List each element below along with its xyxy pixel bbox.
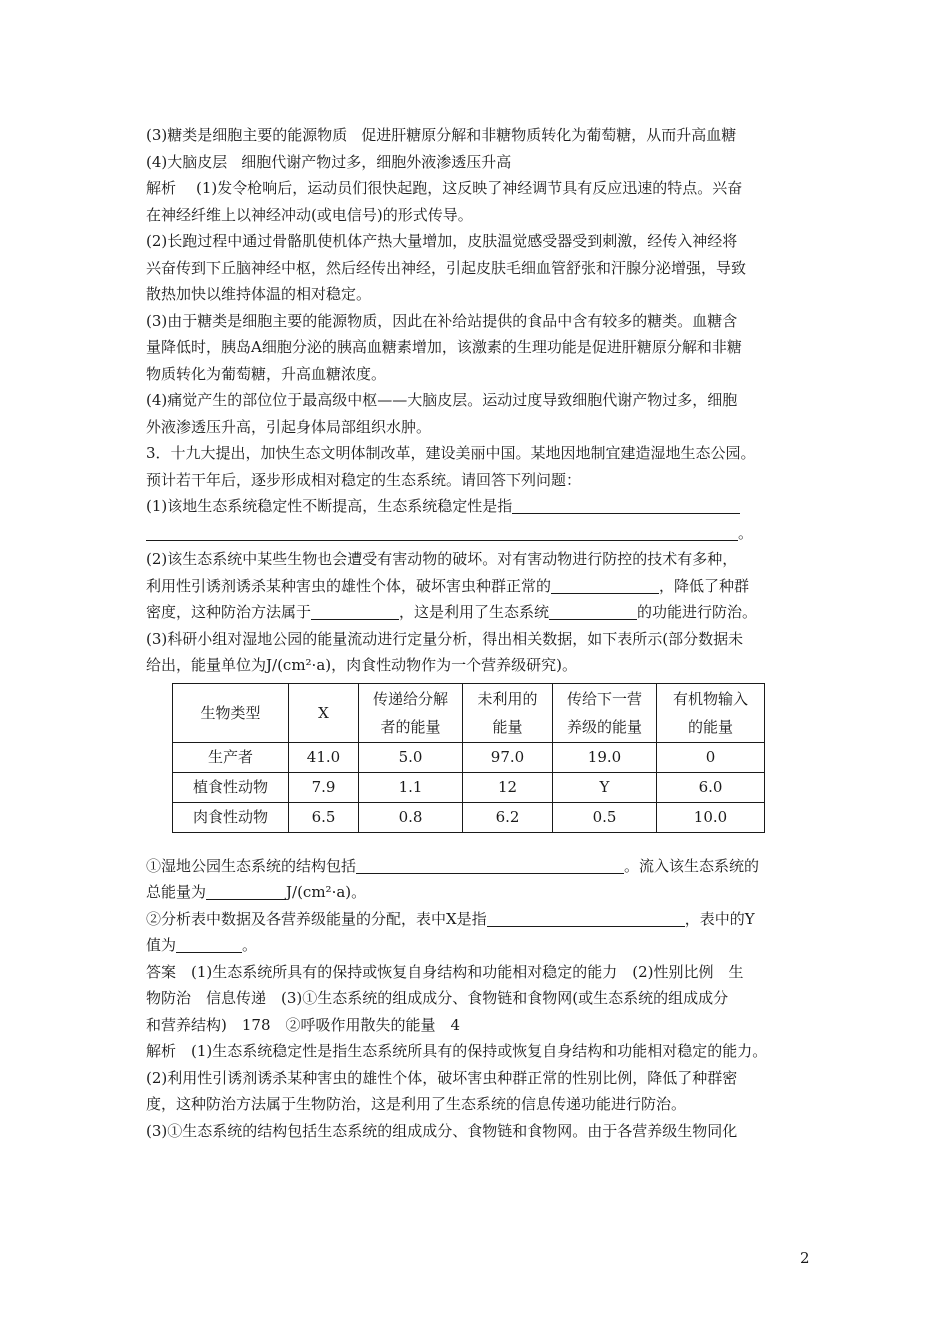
table-cell: 6.5 <box>289 802 359 832</box>
table-cell: 10.0 <box>657 802 765 832</box>
answer-blank <box>206 883 286 900</box>
energy-flow-table <box>172 683 765 833</box>
text-line: (4)痛觉产生的部位位于最高级中枢——大脑皮层。运动过度导致细胞代谢产物过多，细胞 <box>146 391 738 409</box>
table-cell: 6.2 <box>463 802 553 832</box>
answer-blank <box>487 910 685 927</box>
text-line: 给出，能量单位为J/(cm²·a)，肉食性动物作为一个营养级研究)。 <box>146 656 577 674</box>
table-cell: 0 <box>657 742 765 772</box>
answer-blank <box>176 936 242 953</box>
text-line: 散热加快以维持体温的相对稳定。 <box>146 285 372 303</box>
answer-blank <box>146 524 738 541</box>
page-number: 2 <box>800 1249 810 1267</box>
text-line: ②分析表中数据及各营养级能量的分配，表中X是指 ，表中的Y <box>146 909 755 928</box>
table-cell: 5.0 <box>359 742 463 772</box>
text-line: 度，这种防治方法属于生物防治，这是利用了生态系统的信息传递功能进行防治。 <box>146 1095 687 1113</box>
table-cell: 12 <box>463 772 553 802</box>
text-line: 总能量为 J/(cm²·a)。 <box>146 883 367 901</box>
table-header: 未利用的 能量 <box>463 683 553 742</box>
answer-blank <box>549 603 637 620</box>
document-page <box>146 122 816 1144</box>
table-row <box>173 742 765 772</box>
table-header: 传给下一营 养级的能量 <box>553 683 657 742</box>
text-line: (3)科研小组对湿地公园的能量流动进行定量分析，得出相关数据，如下表所示(部分数据未 <box>146 629 744 648</box>
answer-line: 答案 (1)生态系统所具有的保持或恢复自身结构和功能相对稳定的能力 (2)性别比例 生 <box>146 962 744 981</box>
text-line: 在神经纤维上以神经冲动(或电信号)的形式传导。 <box>146 205 473 224</box>
table-cell: 41.0 <box>289 742 359 772</box>
answer-blank <box>551 577 659 594</box>
table-cell: 生产者 <box>173 742 289 772</box>
text-line: (2)长跑过程中通过骨骼肌使机体产热大量增加，皮肤温觉感受器受到刺激，经传入神经将 <box>146 232 738 250</box>
text-line: 。 <box>146 520 816 547</box>
text-line: 解析 (1)发令枪响后，运动员们很快起跑，这反映了神经调节具有反应迅速的特点。兴奋 <box>146 179 743 197</box>
text-line: 预计若干年后，逐步形成相对稳定的生态系统。请回答下列问题： <box>146 470 582 489</box>
text-line: 外液渗透压升高，引起身体局部组织水肿。 <box>146 417 432 436</box>
text-line: (3)由于糖类是细胞主要的能源物质，因此在补给站提供的食品中含有较多的糖类。血糖含 <box>146 311 738 330</box>
table-header-row <box>173 683 765 742</box>
table-header: 有机物输入 的能量 <box>657 683 765 742</box>
answer-blank <box>311 603 399 620</box>
table-cell: Y <box>553 772 657 802</box>
text-line: 密度，这种防治方法属于 ，这是利用了生态系统 的功能进行防治。 <box>146 603 758 621</box>
table-cell: 97.0 <box>463 742 553 772</box>
text-line: 和营养结构) 178 ②呼吸作用散失的能量 4 <box>146 1015 461 1034</box>
table-row <box>173 802 765 832</box>
text-line: 物质转化为葡萄糖，升高血糖浓度。 <box>146 364 387 383</box>
answer-blank <box>356 857 624 874</box>
text-line: (3)糖类是细胞主要的能源物质 促进肝糖原分解和非糖物质转化为葡萄糖，从而升高血糖 <box>146 126 737 144</box>
table-cell: 19.0 <box>553 742 657 772</box>
text-line: 量降低时，胰岛A细胞分泌的胰高血糖素增加，该激素的生理功能是促进肝糖原分解和非糖 <box>146 338 742 356</box>
text-line: ①湿地公园生态系统的结构包括 。流入该生态系统的 <box>146 856 760 875</box>
table-cell: 植食性动物 <box>173 772 289 802</box>
text-line: (4)大脑皮层 细胞代谢产物过多，细胞外液渗透压升高 <box>146 152 512 171</box>
text-line: 兴奋传到下丘脑神经中枢，然后经传出神经，引起皮肤毛细血管舒张和汗腺分泌增强，导致 <box>146 258 747 277</box>
answer-blank <box>512 497 740 514</box>
table-header: X <box>289 683 359 742</box>
text-line: 值为 。 <box>146 936 258 954</box>
analysis-line: 解析 (1)生态系统稳定性是指生态系统所具有的保持或恢复自身结构和功能相对稳定的能力。 <box>146 1042 768 1060</box>
table-cell: 肉食性动物 <box>173 802 289 832</box>
text-line: (3)①生态系统的结构包括生态系统的组成成分、食物链和食物网。由于各营养级生物同化 <box>146 1121 738 1140</box>
text-line: (1)该地生态系统稳定性不断提高，生态系统稳定性是指 <box>146 493 816 520</box>
table-row <box>173 772 765 802</box>
table-header: 传递给分解 者的能量 <box>359 683 463 742</box>
table-cell: 0.5 <box>553 802 657 832</box>
table-cell: 7.9 <box>289 772 359 802</box>
table-cell: 6.0 <box>657 772 765 802</box>
text-line: (2)利用性引诱剂诱杀某种害虫的雄性个体，破坏害虫种群正常的性别比例，降低了种群密 <box>146 1068 738 1087</box>
question-3-stem: 3．十九大提出，加快生态文明体制改革，建设美丽中国。某地因地制宜建造湿地生态公园。 <box>146 444 756 462</box>
table-cell: 0.8 <box>359 802 463 832</box>
table-header: 生物类型 <box>173 683 289 742</box>
table-cell: 1.1 <box>359 772 463 802</box>
text-line: (2)该生态系统中某些生物也会遭受有害动物的破坏。对有害动物进行防控的技术有多种， <box>146 550 738 568</box>
text-line: 利用性引诱剂诱杀某种害虫的雄性个体，破坏害虫种群正常的 ，降低了种群 <box>146 576 750 595</box>
text-line: 物防治 信息传递 (3)①生态系统的组成成分、食物链和食物网(或生态系统的组成成分 <box>146 989 729 1007</box>
